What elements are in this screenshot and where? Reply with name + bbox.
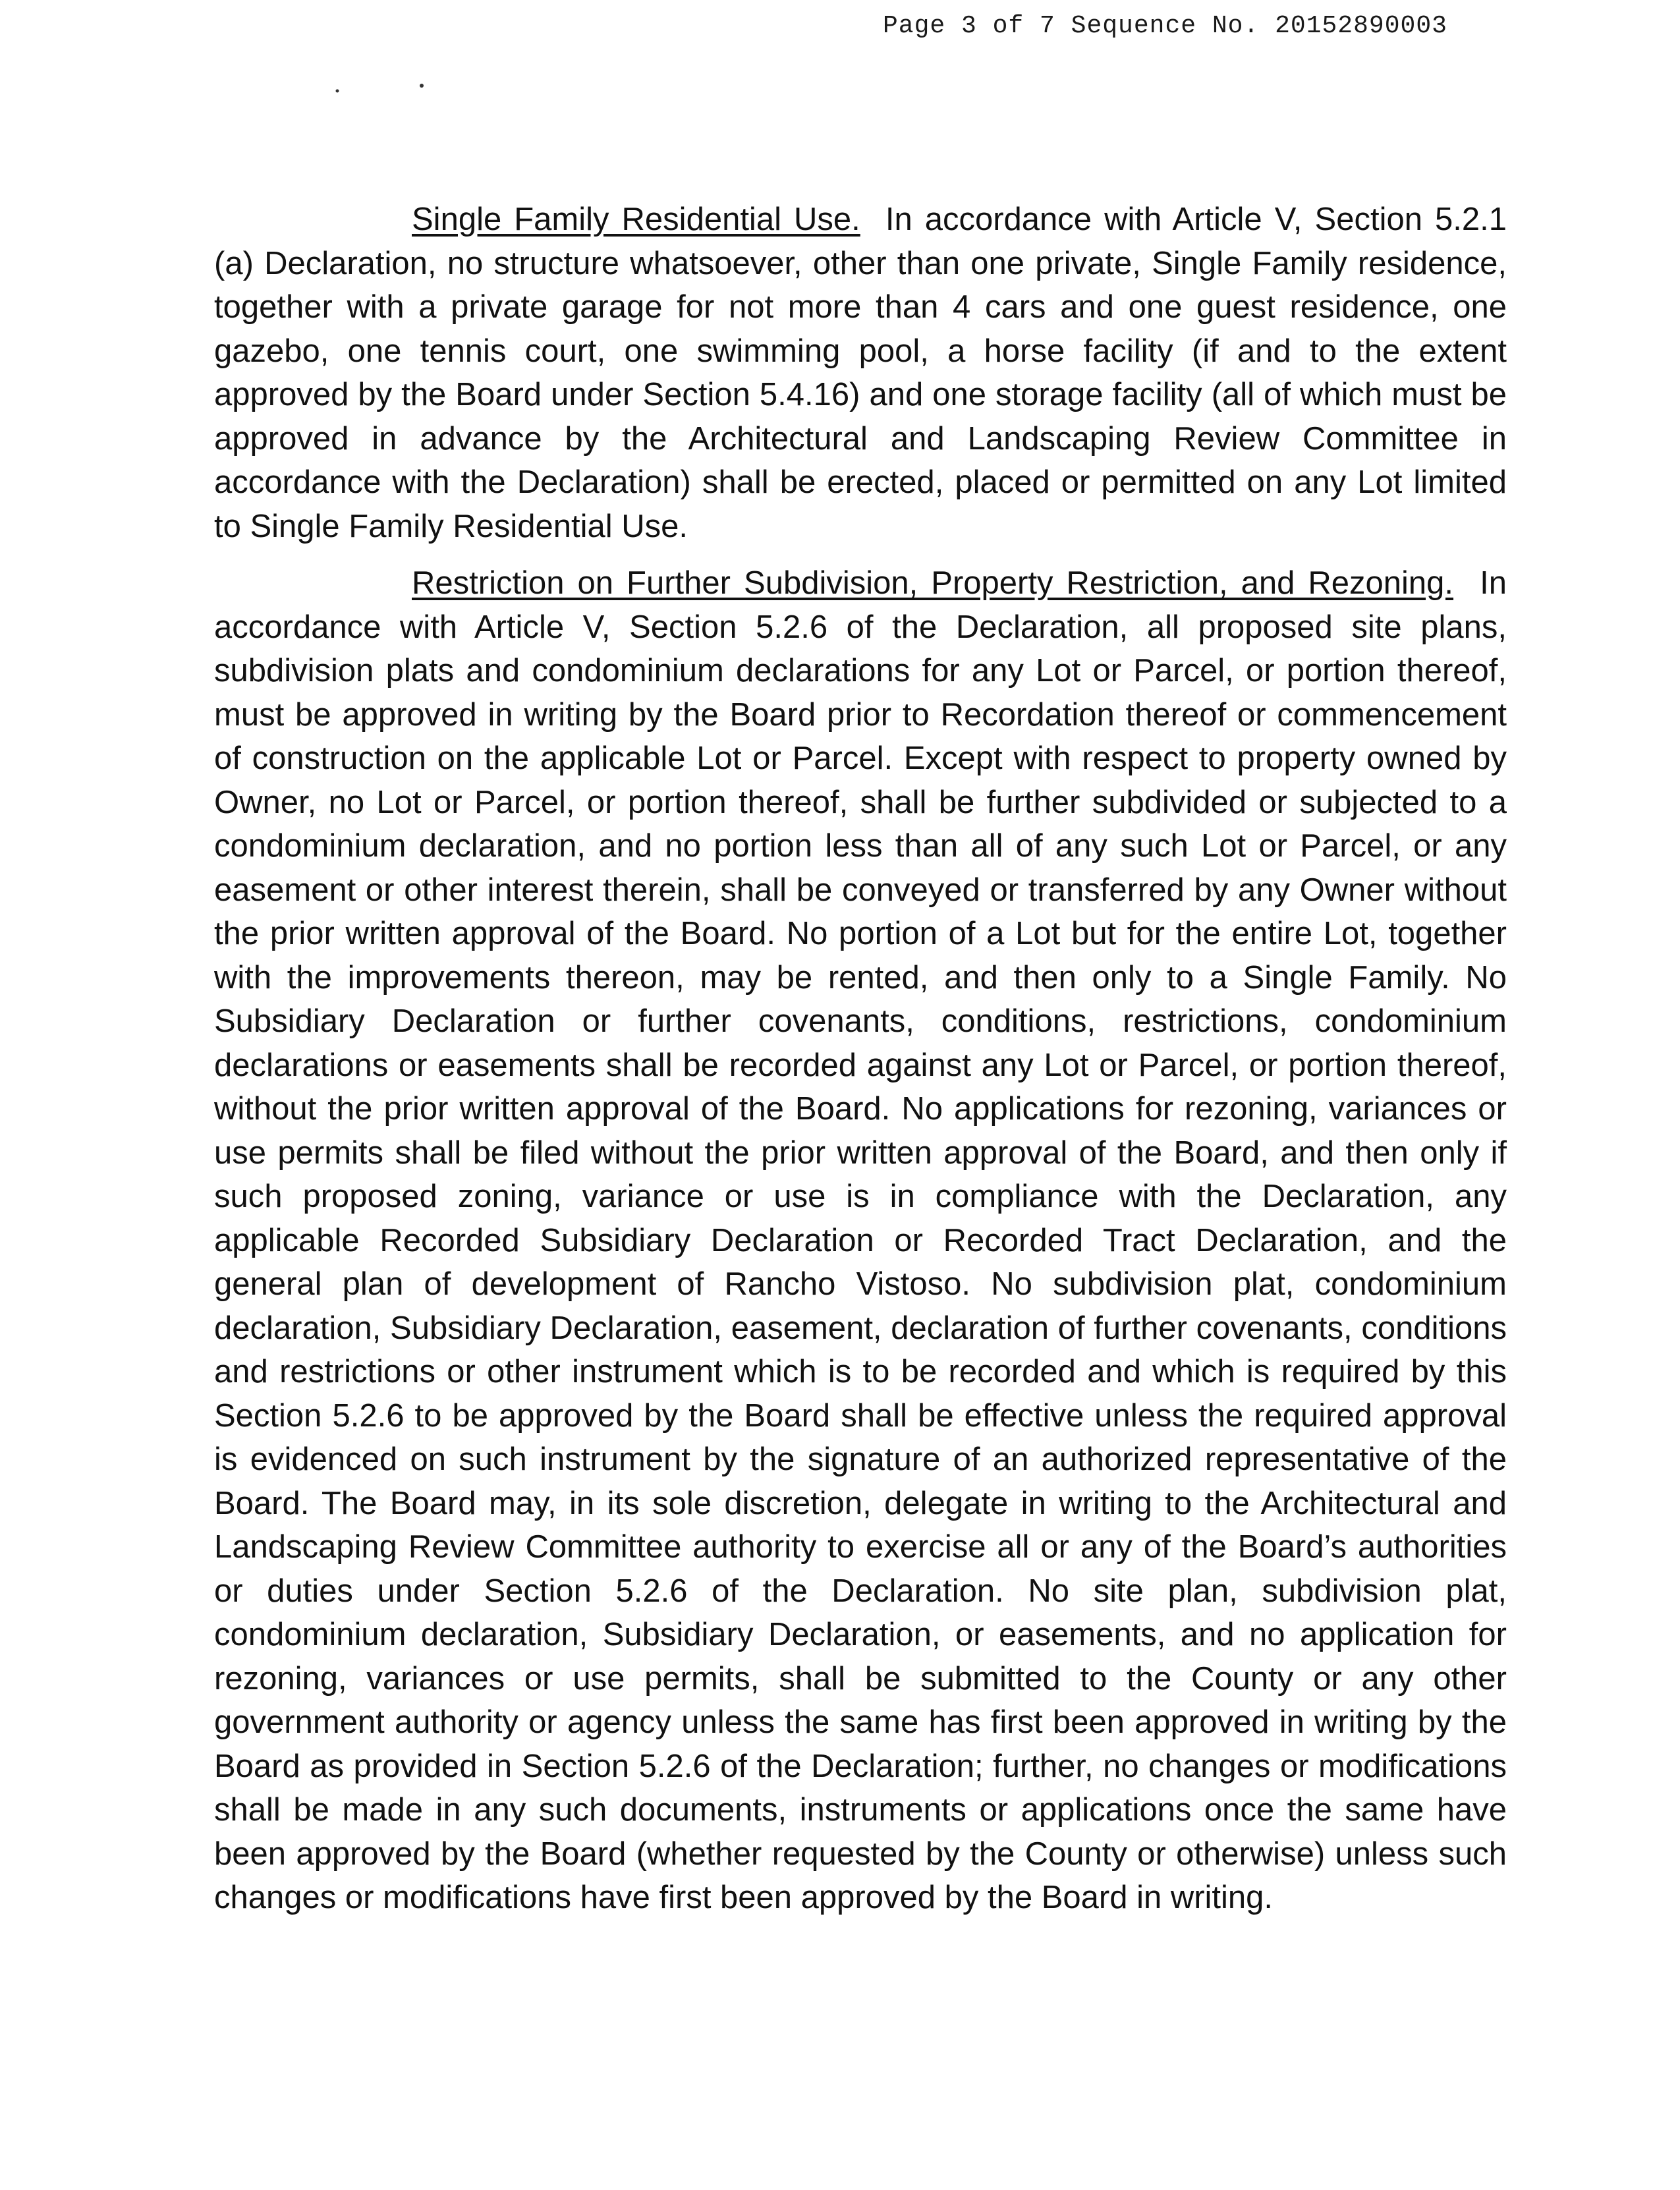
section-heading: Single Family Residential Use. [412, 202, 860, 237]
page-sequence-header: Page 3 of 7 Sequence No. 20152890003 [883, 12, 1447, 40]
scan-speck [336, 90, 339, 93]
document-body [214, 198, 1507, 1933]
scan-speck [420, 84, 424, 88]
scan-specks [329, 72, 435, 99]
paragraph-single-family-use [214, 198, 1507, 548]
paragraph-text: In accordance with Article V, Section 5.2.1 (a) Declaration, no structure whatsoever, other than one private, Single Family residence, together with a private garage for not more than 4 cars and one guest residence, one gazebo, one tennis court, one swimming pool, a horse facility (if and to the extent approved by the Board under Section 5.4.16) and one storage facility (all of which must be approved in advance by the Architectural and Landscaping Review Committee in accordance with the Declaration) shall be erected, placed or permitted on any Lot limited to Single Family Residential Use. [214, 202, 1507, 544]
paragraph-subdivision-restriction [214, 561, 1507, 1920]
section-heading: Restriction on Further Subdivision, Property Restriction, and Rezoning. [412, 565, 1454, 601]
paragraph-text: In accordance with Article V, Section 5.2.6 of the Declaration, all proposed site plans, subdivision plats and condominium declarations for any Lot or Parcel, or portion thereof, must be approved in writing by the Board prior to Recordation thereof or commencement of construction on the applicable Lot or Parcel. Except with respect to property owned by Owner, no Lot or Parcel, or portion thereof, shall be further subdivided or subjected to a condominium declaration, and no portion less than all of any such Lot or Parcel, or any easement or other interest therein, shall be conveyed or transferred by any Owner without the prior written approval of the Board. No portion of a Lot but for the entire Lot, together with the improvements thereon, may be rented, and then only to a Single Family. No Subsidiary Declaration or further covenants, conditions, restrictions, condominium declarations or easements shall be recorded against any Lot or Parcel, or portion thereof, without the prior written approval of the Board. No applications for rezoning, variances or use permits shall be filed without the prior written approval of the Board, and then only if such proposed zoning, variance or use is in compliance with the Declaration, any applicable Recorded Subsidiary Declaration or Recorded Tract Declaration, and the general plan of development of Rancho Vistoso. No subdivision plat, condominium declaration, Subsidiary Declaration, easement, declaration of further covenants, conditions and restrictions or other instrument which is to be recorded and which is required by this Section 5.2.6 to be approved by the Board shall be effective unless the required approval is evidenced on such instrument by the signature of an authorized representative of the Board. The Board may, in its sole discretion, delegate in writing to the Architectural and Landscaping Review Committee authority to exercise all or any of the Board’s authorities or duties under Section 5.2.6 of the Declaration. No site plan, subdivision plat, condominium declaration, Subsidiary Declaration, or easements, and no application for rezoning, variances or use permits, shall be submitted to the County or any other government authority or agency unless the same has first been approved in writing by the Board as provided in Section 5.2.6 of the Declaration; further, no changes or modifications shall be made in any such documents, instruments or applications once the same have been approved by the Board (whether requested by the County or otherwise) unless such changes or modifications have first been approved by the Board in writing. [214, 565, 1507, 1915]
